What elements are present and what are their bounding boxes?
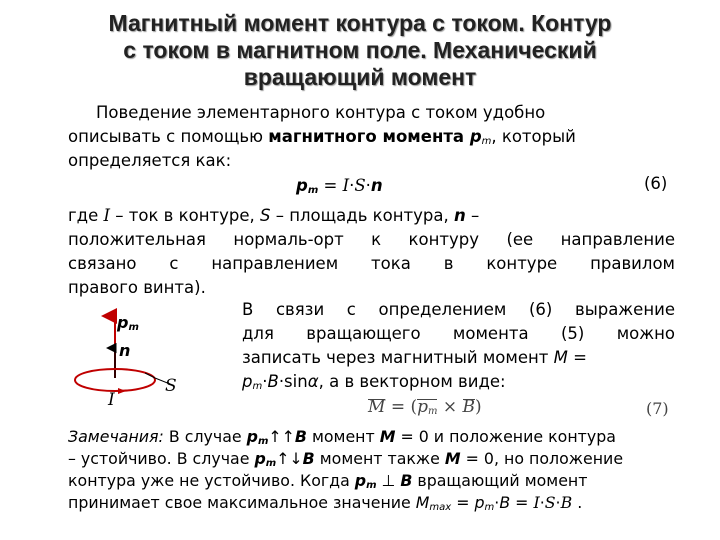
text-fragment: момент xyxy=(306,427,380,446)
dot-operator: · xyxy=(539,493,545,512)
symbol-I: I xyxy=(342,176,350,195)
symbol-p: p xyxy=(469,127,482,146)
vector-B xyxy=(463,397,476,417)
symbol-S: S xyxy=(354,176,366,195)
vector-bar xyxy=(368,399,385,400)
symbol-B: B xyxy=(267,372,279,391)
subscript-max: max xyxy=(429,502,452,513)
dot-operator: · xyxy=(555,493,561,512)
subscript-m: m xyxy=(484,502,495,513)
equals-sign: = xyxy=(451,493,475,512)
label-S: S xyxy=(165,376,177,396)
label-I: I xyxy=(108,390,115,410)
equation-7-number: (7) xyxy=(646,399,669,418)
symbol-M: M xyxy=(379,427,396,446)
symbol-p: p xyxy=(246,427,258,446)
equals-paren: = ( xyxy=(385,397,418,417)
vector-pm xyxy=(417,397,437,417)
symbol-M: M xyxy=(415,493,430,512)
para2-line-4: правого винта). xyxy=(68,278,206,297)
text-fragment: – ток в контуре, xyxy=(110,206,260,225)
text-fragment: принимает свое максимальное значение xyxy=(68,493,416,512)
para3-line-2: для вращающего момента (5) можно xyxy=(242,324,675,343)
slide-title-line-1: Магнитный момент контура с током. Контур xyxy=(108,10,612,36)
symbol-B: B xyxy=(560,493,573,512)
notes-line-2 xyxy=(68,448,623,471)
symbol-S: S xyxy=(259,206,271,225)
symbol-M: M xyxy=(553,348,568,367)
subscript-m: m xyxy=(481,136,492,147)
term-magnetic-moment: магнитного момента xyxy=(268,127,470,146)
text-fragment: = 0, но положение xyxy=(460,449,624,468)
para1-line-2 xyxy=(68,125,576,149)
symbol-p: p xyxy=(242,372,253,391)
current-direction-arrow xyxy=(118,388,126,394)
symbol-B: B xyxy=(499,493,511,512)
text-fragment: ·sin xyxy=(278,372,308,391)
subscript-m: m xyxy=(307,185,319,196)
symbol-B: B xyxy=(302,449,315,468)
equals-sign: = xyxy=(318,176,343,195)
para2-line-2: положительная нормаль-орт к контуру (ее направление xyxy=(68,230,675,249)
para2-line-3: связано с направлением тока в контуре правилом xyxy=(68,254,675,273)
text-fragment: – площадь контура, xyxy=(270,206,454,225)
symbol-M: M xyxy=(444,449,461,468)
text-fragment: , а в векторном виде: xyxy=(318,372,506,391)
current-loop-figure xyxy=(60,300,240,415)
para2-line-1 xyxy=(68,204,479,228)
slide-title-line-3: вращающий момент xyxy=(243,64,477,90)
label-n xyxy=(119,341,130,360)
close-paren: ) xyxy=(475,397,482,417)
subscript-m: m xyxy=(366,480,377,491)
label-pm xyxy=(117,313,139,332)
symbol-S: S xyxy=(544,493,556,512)
symbol-n: n xyxy=(453,206,466,225)
text-fragment: – xyxy=(465,206,480,225)
subscript-m: m xyxy=(128,322,139,333)
symbol-p: p xyxy=(254,449,266,468)
slide-title-line-2: с током в магнитном поле. Механический xyxy=(123,37,597,63)
text-fragment: = xyxy=(567,348,587,367)
cross-product-sign: × xyxy=(437,397,463,417)
text-fragment: вращающий момент xyxy=(412,471,588,490)
text-fragment: записать через магнитный момент xyxy=(242,348,554,367)
subscript-m: m xyxy=(252,381,263,392)
text-fragment: – устойчиво. В случае xyxy=(68,449,255,468)
symbol-n: n xyxy=(370,176,383,195)
text-fragment: где xyxy=(68,206,104,225)
para1-line-3: определяется как: xyxy=(68,151,232,170)
text-fragment: = 0 и положение контура xyxy=(395,427,616,446)
text-fragment: момент также xyxy=(314,449,445,468)
symbol-B: B xyxy=(294,427,307,446)
para3-line-4 xyxy=(242,370,506,394)
text-fragment: . xyxy=(572,493,583,512)
subscript-m: m xyxy=(265,458,277,469)
equals-sign: = xyxy=(510,493,534,512)
subscript-m: m xyxy=(428,406,438,417)
vector-bar xyxy=(417,399,437,400)
symbol-p: p xyxy=(117,313,129,332)
vector-M xyxy=(368,397,385,417)
text-fragment: В случае xyxy=(163,427,247,446)
notes-line-3 xyxy=(68,470,587,493)
dot-operator: · xyxy=(349,176,355,195)
symbol-p: p xyxy=(296,176,308,195)
vector-bar xyxy=(463,399,476,400)
symbol-B: B xyxy=(400,471,413,490)
dot-operator: · xyxy=(262,372,268,391)
para1-line-1: Поведение элементарного контура с током удобно xyxy=(96,103,546,122)
symbol-p: p xyxy=(417,397,428,417)
symbol-B: B xyxy=(462,397,476,417)
parallel-relation: ↑↑ xyxy=(268,427,295,446)
equation-6 xyxy=(296,174,383,198)
notes-line-1 xyxy=(68,426,616,449)
notes-line-4 xyxy=(68,492,582,515)
text-fragment: контура уже не устойчиво. Когда xyxy=(68,471,355,490)
symbol-p: p xyxy=(354,471,367,490)
perpendicular-relation: ⊥ xyxy=(376,471,401,490)
subscript-m: m xyxy=(257,436,269,447)
symbol-M: M xyxy=(368,397,386,417)
symbol-alpha: α xyxy=(307,372,319,391)
equation-7 xyxy=(368,397,482,417)
equation-6-number: (6) xyxy=(644,174,668,193)
symbol-n: n xyxy=(119,341,131,360)
para3-line-1: В связи с определением (6) выражение xyxy=(242,300,675,319)
notes-lead: Замечания: xyxy=(68,427,164,446)
para3-line-3 xyxy=(242,346,587,370)
dot-operator: · xyxy=(365,176,371,195)
symbol-p: p xyxy=(474,493,485,512)
text-fragment: , который xyxy=(491,127,576,146)
text-fragment: описывать с помощью xyxy=(68,127,269,146)
symbol-I: I xyxy=(103,206,111,225)
antiparallel-relation: ↑↓ xyxy=(276,449,303,468)
dot-operator: · xyxy=(494,493,500,512)
symbol-I: I xyxy=(533,493,540,512)
